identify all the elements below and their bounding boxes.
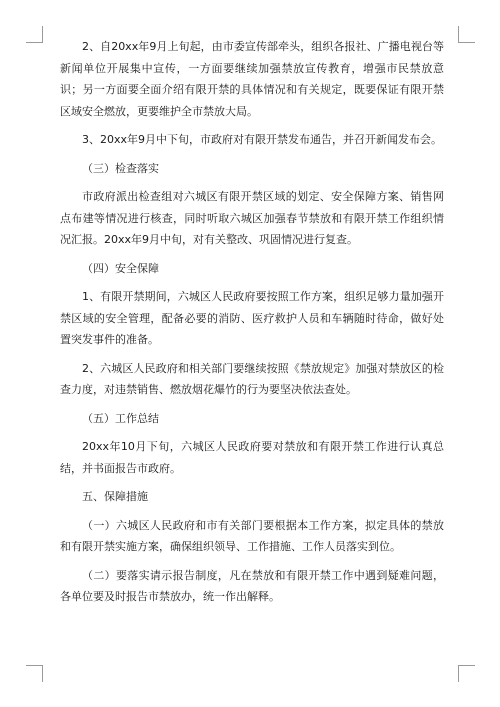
section-heading-inspection: （三）检查落实	[82, 161, 159, 175]
paragraph-measures-1: （一）六城区人民政府和市有关部门要根据本工作方案，拟定具体的禁放和有限开禁实施方案，确保组织领导、工作措施、工作人员落实到位。	[60, 518, 444, 553]
crop-mark-bottom-left	[26, 665, 43, 682]
section-heading-summary: （五）工作总结	[82, 411, 159, 425]
paragraph-safety-1: 1、有限开禁期间，六城区人民政府要按照工作方案，组织足够力量加强开禁区域的安全管理，配备必要的消防、医疗救护人员和车辆随时待命，做好处置突发事件的准备。	[60, 290, 444, 346]
paragraph-summary: 20xx年10月下旬，六城区人民政府要对禁放和有限开禁工作进行认真总结，并书面报告市政府。	[60, 440, 444, 475]
document-body	[60, 36, 444, 608]
paragraph-safety-2: 2、六城区人民政府和相关部门要继续按照《禁放规定》加强对禁放区的检查力度，对违禁销售、燃放烟花爆竹的行为要坚决依法查处。	[60, 361, 444, 396]
crop-mark-bottom-right	[458, 665, 475, 682]
paragraph-inspection: 市政府派出检查组对六城区有限开禁区域的划定、安全保障方案、销售网点布建等情况进行核查，同时听取六城区加强春节禁放和有限开禁工作组织情况汇报。20xx年9月中旬，对有关整改、巩固情况进行复查。	[60, 190, 444, 246]
section-heading-safety: （四）安全保障	[82, 261, 159, 275]
section-heading-measures: 五、保障措施	[82, 490, 148, 503]
paragraph-item-3-notice: 3、20xx年9月中下旬，市政府对有限开禁发布通告，并召开新闻发布会。	[82, 133, 443, 146]
crop-mark-top-left	[26, 26, 43, 43]
paragraph-item-2-publicity: 2、自20xx年9月上旬起，由市委宣传部牵头，组织各报社、广播电视台等新闻单位开展集中宣传，一方面要继续加强禁放宣传教育，增强市民禁放意识；另一方面要全面介绍有限开禁的具体情况和有关规定，既要保证有限开禁区域安全燃放，更要维护全市禁放大局。	[60, 40, 444, 118]
crop-mark-top-right	[458, 26, 475, 43]
paragraph-measures-2: （二）要落实请示报告制度，凡在禁放和有限开禁工作中遇到疑难问题，各单位要及时报告市禁放办，统一作出解释。	[60, 568, 444, 603]
